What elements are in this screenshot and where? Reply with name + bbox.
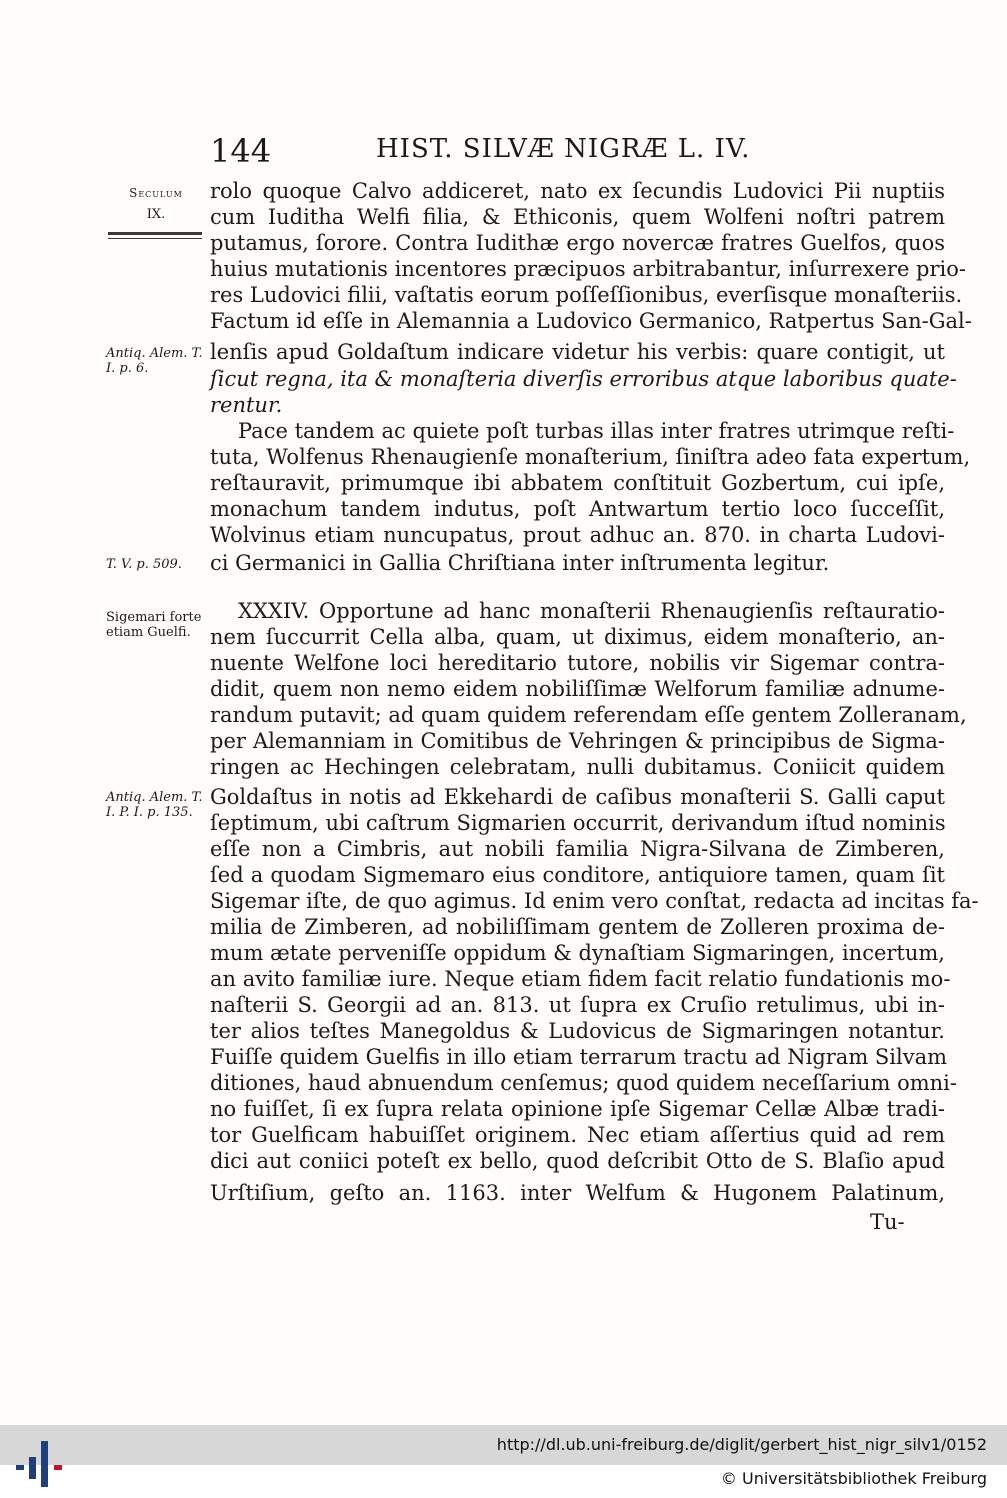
text-line: no fuiſſet, ſi ex ſupra relata opinione ipſe Sigemar Cellæ Albæ tradi- (210, 1097, 945, 1121)
page-header (210, 132, 945, 172)
text-line: Pace tandem ac quiete poſt turbas illas inter fratres utrimque reſti- (238, 419, 955, 443)
text-line: rentur. (210, 393, 283, 417)
text-line: XXXIV. Opportune ad hanc monaſterii Rhenaugienſis reſtauratio- (238, 599, 945, 623)
text-line: rolo quoque Calvo addiceret, nato ex ſecundis Ludovici Pii nuptiis (210, 179, 945, 203)
text-line: cum Iuditha Welfi filia, & Ethiconis, quem Wolfeni noſtri patrem (210, 205, 945, 229)
text-line: Factum id eſſe in Alemannia a Ludovico Germanico, Ratpertus San-Gal- (210, 309, 972, 333)
text-line: putamus, ſorore. Contra Iudithæ ergo novercæ fratres Guelfos, quos (210, 231, 945, 255)
running-title: HIST. SILVÆ NIGRÆ L. IV. (376, 134, 751, 164)
margin-note-sigemari: Sigemari forte etiam Guelfi. (106, 610, 202, 640)
text-line: didit, quem non nemo eidem nobiliſſimæ Welforum familiæ adnume- (210, 677, 945, 701)
margin-rule (108, 232, 202, 235)
margin-rule-thin (108, 238, 202, 239)
text-line: ter alios teſtes Manegoldus & Ludovicus de Sigmaringen notantur. (210, 1019, 945, 1043)
margin-note-antiq-alem-2: Antiq. Alem. T. I. P. I. p. 135. (106, 790, 203, 820)
copyright-notice: © Universitätsbibliothek Freiburg (720, 1469, 987, 1488)
text-line: Goldaſtus in notis ad Ekkehardi de caſibus monaſterii S. Galli caput (210, 785, 945, 809)
text-line: ſed a quodam Sigmemaro eius conditore, antiquiore tamen, quam ſit (210, 863, 945, 887)
text-line: Wolvinus etiam nuncupatus, prout adhuc an. 870. in charta Ludovi- (210, 523, 945, 547)
library-logo-icon (16, 1435, 76, 1491)
text-line: ſicut regna, ita & monaſteria diverſis erroribus atque laboribus quate- (210, 367, 957, 391)
text-line: nuente Welfone loci hereditario tutore, nobilis vir Sigemar contra- (210, 651, 945, 675)
text-line: randum putavit; ad quam quidem referendam eſſe gentem Zolleranam, (210, 703, 967, 727)
text-line: tor Guelficam habuiſſet originem. Nec etiam aſſertius quid ad rem (210, 1123, 945, 1147)
permalink-url[interactable]: http://dl.ub.uni-freiburg.de/diglit/gerbert_hist_nigr_silv1/0152 (496, 1435, 987, 1454)
viewer-footer (0, 1425, 1007, 1498)
text-line: res Ludovici filii, vaſtatis eorum poſſeſſionibus, everſisque monaſteriis. (210, 283, 963, 307)
margin-note-tv: T. V. p. 509. (106, 557, 182, 572)
text-line: an avito familiæ iure. Neque etiam fidem facit relatio fundationis mo- (210, 967, 951, 991)
text-line: ci Germanici in Gallia Chriſtiana inter inſtrumenta legitur. (210, 551, 830, 575)
margin-note-antiq-alem-1: Antiq. Alem. T. I. p. 6. (106, 346, 203, 376)
margin-seculum-number: IX. (146, 207, 166, 222)
margin-seculum: Seculum (129, 186, 183, 200)
text-line: reſtauravit, primumque ibi abbatem conſtituit Gozbertum, cui ipſe, (210, 471, 945, 495)
text-line: Sigemar iſte, de quo agimus. Id enim vero conſtat, redacta ad incitas fa- (210, 889, 979, 913)
text-line: ringen ac Hechingen celebratam, nulli dubitamus. Coniicit quidem (210, 755, 945, 779)
text-line: dici aut coniici poteſt ex bello, quod deſcribit Otto de S. Blaſio apud (210, 1149, 945, 1173)
text-line: mum ætate perveniſſe oppidum & dynaſtiam Sigmaringen, incertum, (210, 941, 945, 965)
text-line: naſterii S. Georgii ad an. 813. ut ſupra ex Cruſio retulimus, ubi in- (210, 993, 945, 1017)
page-number: 144 (210, 132, 272, 170)
text-line: nem ſuccurrit Cella alba, quam, ut diximus, eidem monaſterio, an- (210, 625, 945, 649)
text-line: tuta, Wolfenus Rhenaugienſe monaſterium, ſiniſtra adeo fata expertum, (210, 445, 971, 469)
text-line: milia de Zimberen, ad nobiliſſimam gentem de Zolleren proxima de- (210, 915, 945, 939)
text-line: huius mutationis incentores præcipuos arbitrabantur, inſurrexere prio- (210, 257, 966, 281)
catchword: Tu- (870, 1210, 905, 1234)
text-line: eſſe non a Cimbris, aut nobili familia Nigra-Silvana de Zimberen, (210, 837, 945, 861)
text-line: ditiones, haud abnuendum cenſemus; quod quidem neceſſarium omni- (210, 1071, 957, 1095)
text-line: per Alemanniam in Comitibus de Vehringen & principibus de Sigma- (210, 729, 945, 753)
text-line: Fuiſſe quidem Guelfis in illo etiam terrarum tractu ad Nigram Silvam (210, 1045, 948, 1069)
text-line: ſeptimum, ubi caſtrum Sigmarien occurrit, derivandum iſtud nominis (210, 811, 946, 835)
text-line: Urſtiſium, geſto an. 1163. inter Welfum & Hugonem Palatinum, (210, 1181, 945, 1205)
text-line: monachum tandem indutus, poſt Antwartum tertio loco ſucceſſit, (210, 497, 945, 521)
text-line: lenſis apud Goldaſtum indicare videtur his verbis: quare contigit, ut (210, 340, 945, 364)
